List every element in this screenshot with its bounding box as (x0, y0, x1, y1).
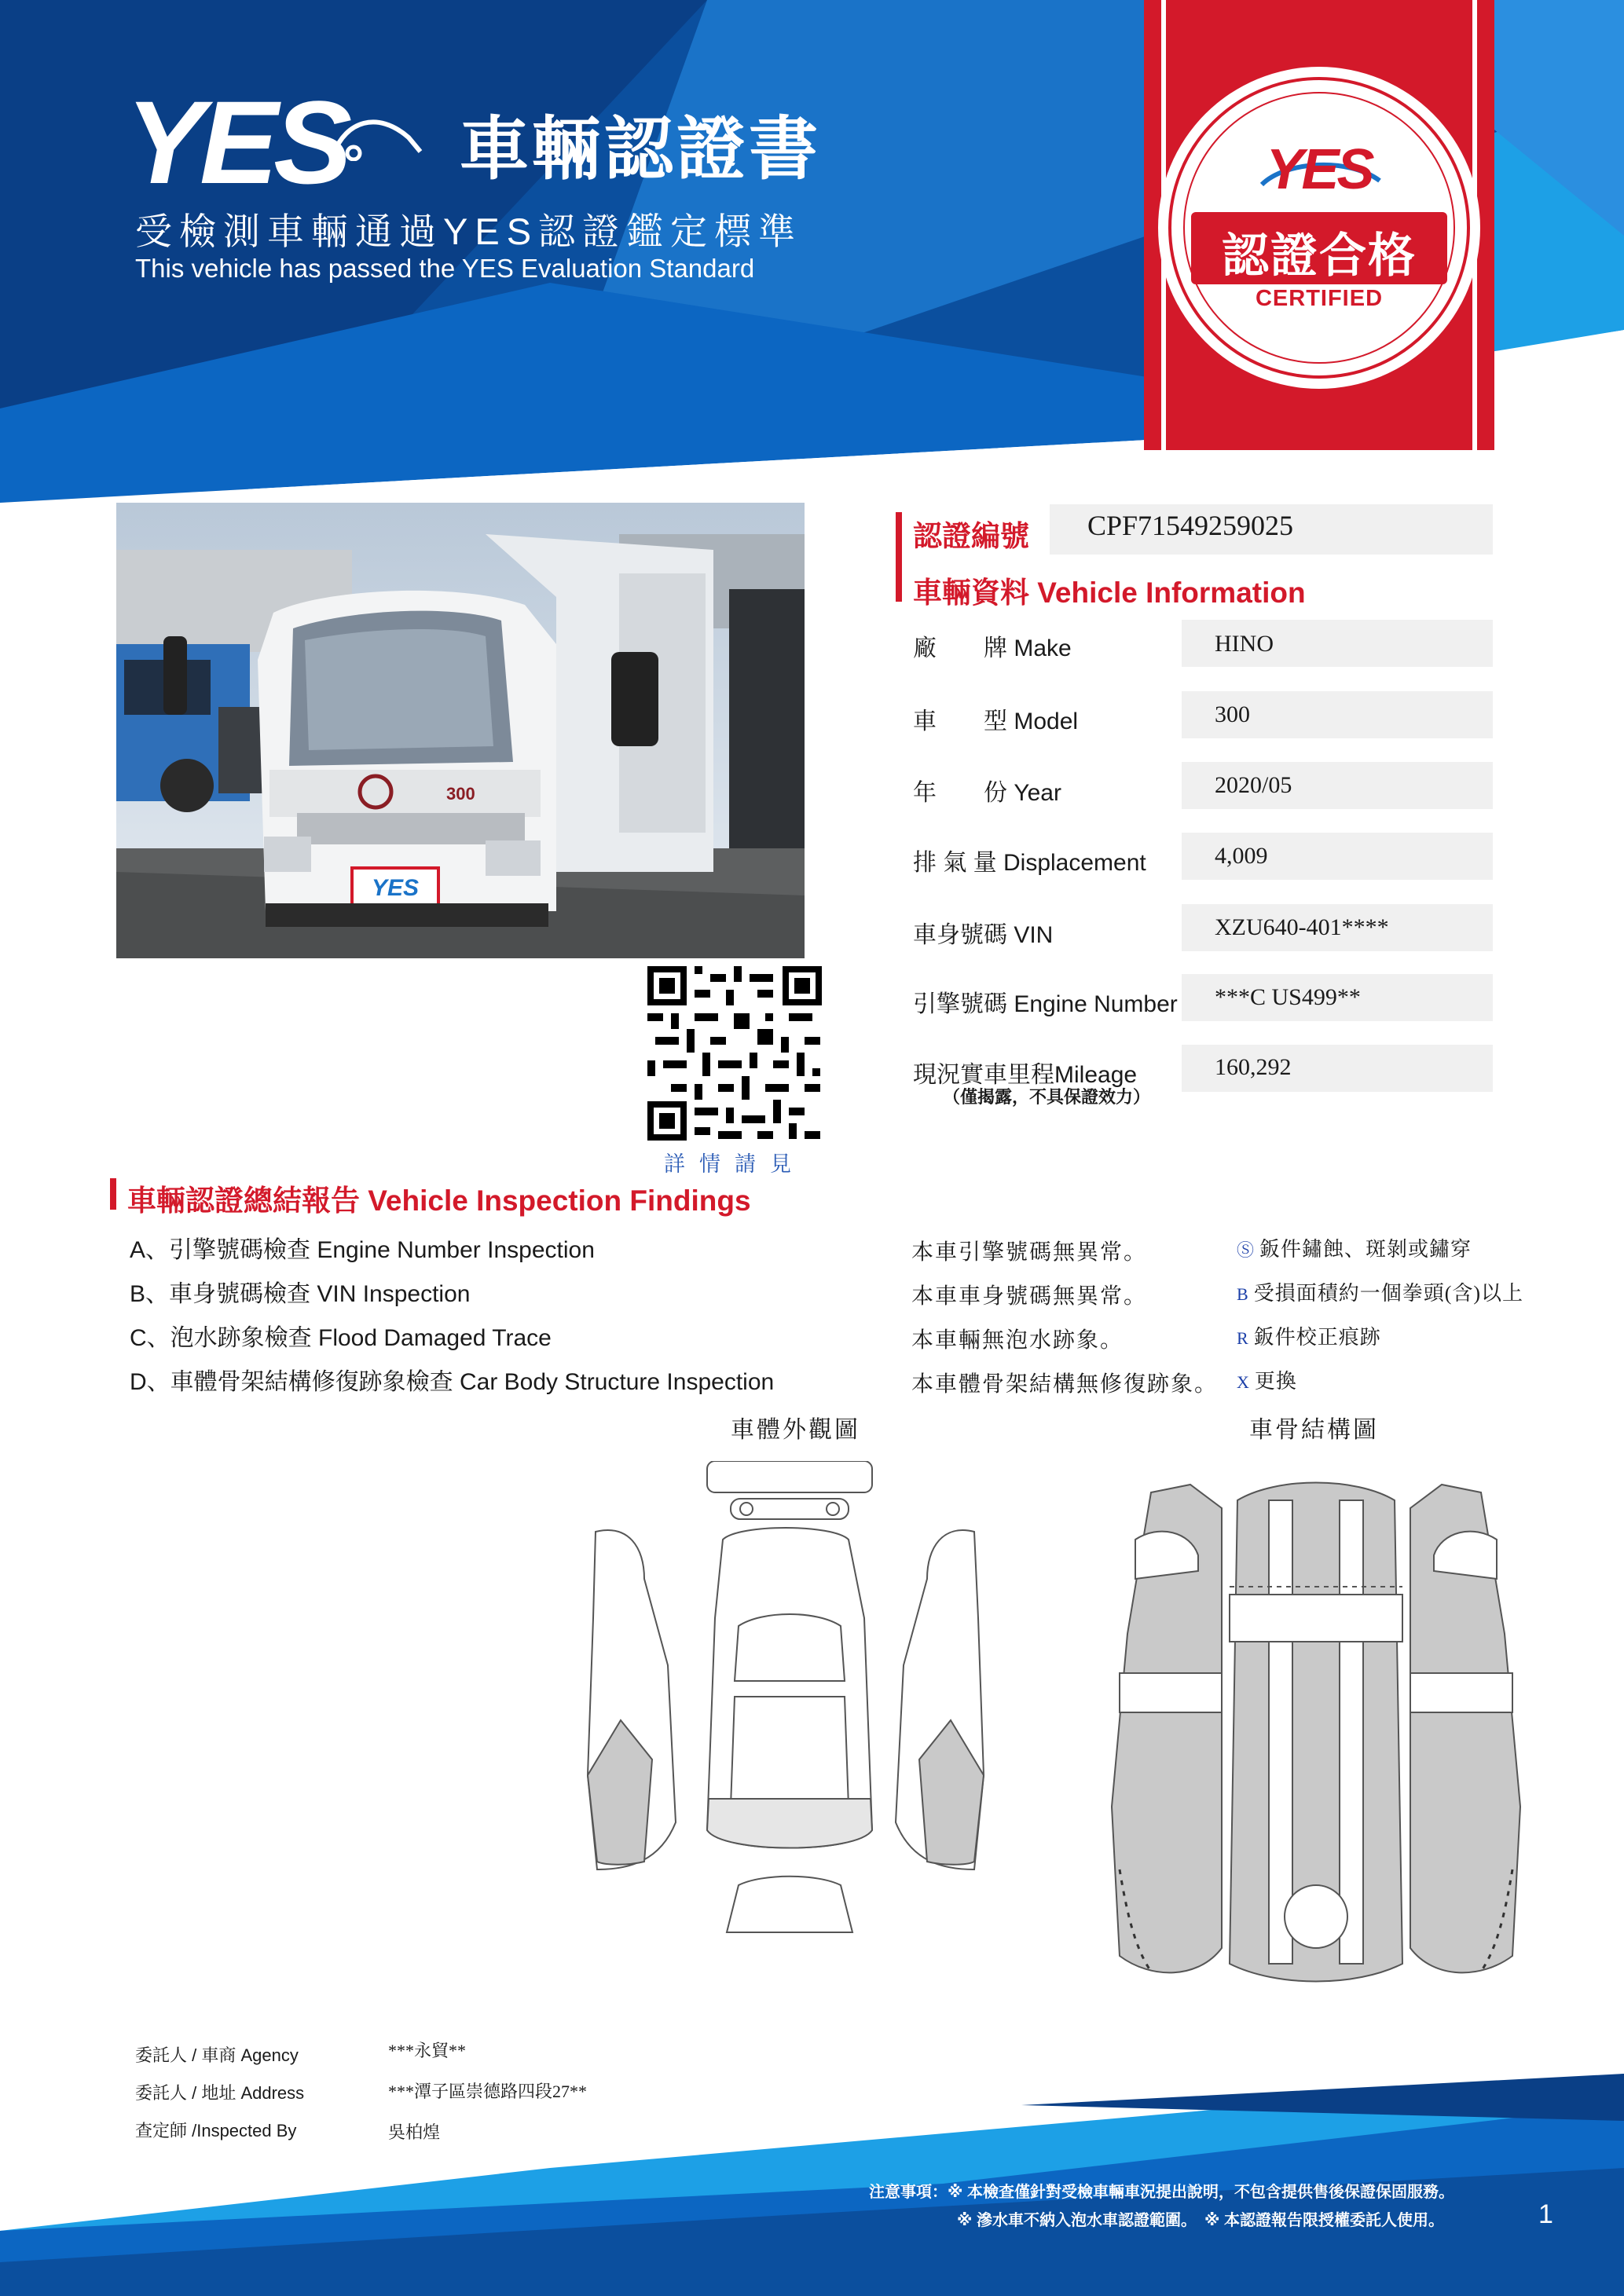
finding-item-b: B、車身號碼檢查 VIN Inspection (130, 1281, 471, 1307)
vehicle-photo (116, 503, 805, 958)
section-marker (110, 1178, 116, 1210)
info-label-vin: 車身號碼 VIN (913, 922, 1054, 948)
finding-result-d: 本車體骨架結構無修復跡象。 (911, 1372, 1219, 1397)
info-label-mileage: 現況實車里程Mileage (913, 1062, 1138, 1088)
yes-logo: YES (126, 76, 348, 208)
legend-symbol-s: Ⓢ (1237, 1240, 1256, 1260)
legend-repair (1237, 1321, 1381, 1350)
legend-rust (1237, 1233, 1472, 1262)
frame-diagram-title: 車骨結構圖 (1249, 1417, 1379, 1443)
qr-code[interactable] (647, 966, 822, 1141)
info-label-displacement: 排 氣 量 Displacement (913, 850, 1146, 876)
info-label-model: 車 型 Model (913, 709, 1079, 734)
finding-item-c: C、泡水跡象檢查 Flood Damaged Trace (130, 1325, 552, 1351)
page-number: 1 (1538, 2199, 1553, 2229)
info-value-vin: XZU640-401**** (1215, 914, 1389, 940)
legend-replace (1237, 1365, 1297, 1394)
finding-result-b: 本車車身號碼無異常。 (911, 1284, 1148, 1309)
finding-item-d: D、車體骨架結構修復跡象檢查 Car Body Structure Inspection (130, 1369, 775, 1395)
info-label-engine-number: 引擎號碼 Engine Number (913, 991, 1178, 1017)
finding-item-a: A、引擎號碼檢查 Engine Number Inspection (130, 1237, 595, 1263)
legend-symbol-b: B (1237, 1284, 1249, 1304)
legend-symbol-r: R (1237, 1328, 1249, 1348)
info-value-year: 2020/05 (1215, 772, 1292, 798)
seal-certified-english: CERTIFIED (1255, 286, 1384, 311)
seal-certified-text: 認證合格 (1222, 229, 1417, 282)
section-marker (896, 512, 902, 602)
findings-heading: 車輛認證總結報告 Vehicle Inspection Findings (127, 1185, 751, 1217)
inspector-value: 吳柏煌 (388, 2122, 441, 2142)
legend-symbol-x: X (1237, 1372, 1250, 1392)
footer-note-line2: ※ 滲水車不納入泡水車認證範圍。 ※ 本認證報告限授權委託人使用。 (957, 2212, 1444, 2229)
legend-text-rust: 鈑件鏽蝕、斑剝或鏽穿 (1259, 1238, 1472, 1261)
svg-text:YES: YES (371, 875, 420, 901)
finding-result-a: 本車引擎號碼無異常。 (911, 1240, 1148, 1265)
exterior-diagram (581, 1461, 990, 2003)
exterior-diagram-title: 車體外觀圖 (731, 1417, 860, 1443)
mileage-note: （僅揭露，不具保證效力） (943, 1087, 1151, 1107)
legend-damage (1237, 1277, 1523, 1306)
address-value: ***潭子區崇德路四段27** (388, 2082, 588, 2101)
svg-text:300: 300 (446, 784, 475, 804)
info-label-make: 廠 牌 Make (913, 635, 1072, 661)
legend-text-repair: 鈑件校正痕跡 (1253, 1326, 1381, 1349)
inspector-label: 查定師 /Inspected By (135, 2121, 297, 2140)
subtitle-chinese: 受檢測車輛通過YES認證鑑定標準 (135, 211, 803, 252)
info-value-engine-number: ***C US499** (1215, 984, 1361, 1010)
info-value-model: 300 (1215, 701, 1250, 727)
car-silhouette-icon (330, 106, 424, 161)
certificate-title: 車輛認證書 (460, 110, 822, 188)
legend-text-damage: 受損面積約一個拳頭(含)以上 (1253, 1282, 1524, 1305)
certificate-number-label: 認證編號 (913, 520, 1029, 552)
footer-note-line1: 注意事項：※ 本檢查僅針對受檢車輛車況提出說明，不包含提供售後保證保固服務。 (869, 2184, 1454, 2201)
legend-text-replace: 更換 (1254, 1370, 1297, 1393)
info-label-year: 年 份 Year (913, 780, 1061, 806)
finding-result-c: 本車輛無泡水跡象。 (911, 1328, 1124, 1353)
address-label: 委託人 / 地址 Address (135, 2083, 305, 2103)
agency-value: ***永貿** (388, 2041, 467, 2060)
info-value-make: HINO (1215, 631, 1274, 657)
qr-caption: 詳情請見 (664, 1152, 805, 1176)
frame-diagram (1104, 1477, 1528, 1987)
agency-label: 委託人 / 車商 Agency (135, 2045, 299, 2065)
certificate-number: CPF71549259025 (1087, 510, 1294, 541)
info-value-mileage: 160,292 (1215, 1054, 1292, 1080)
seal-logo: YES (1266, 138, 1373, 201)
subtitle-english: This vehicle has passed the YES Evaluation Standard (135, 254, 755, 283)
vehicle-info-heading: 車輛資料 Vehicle Information (913, 577, 1306, 609)
info-value-displacement: 4,009 (1215, 843, 1268, 869)
